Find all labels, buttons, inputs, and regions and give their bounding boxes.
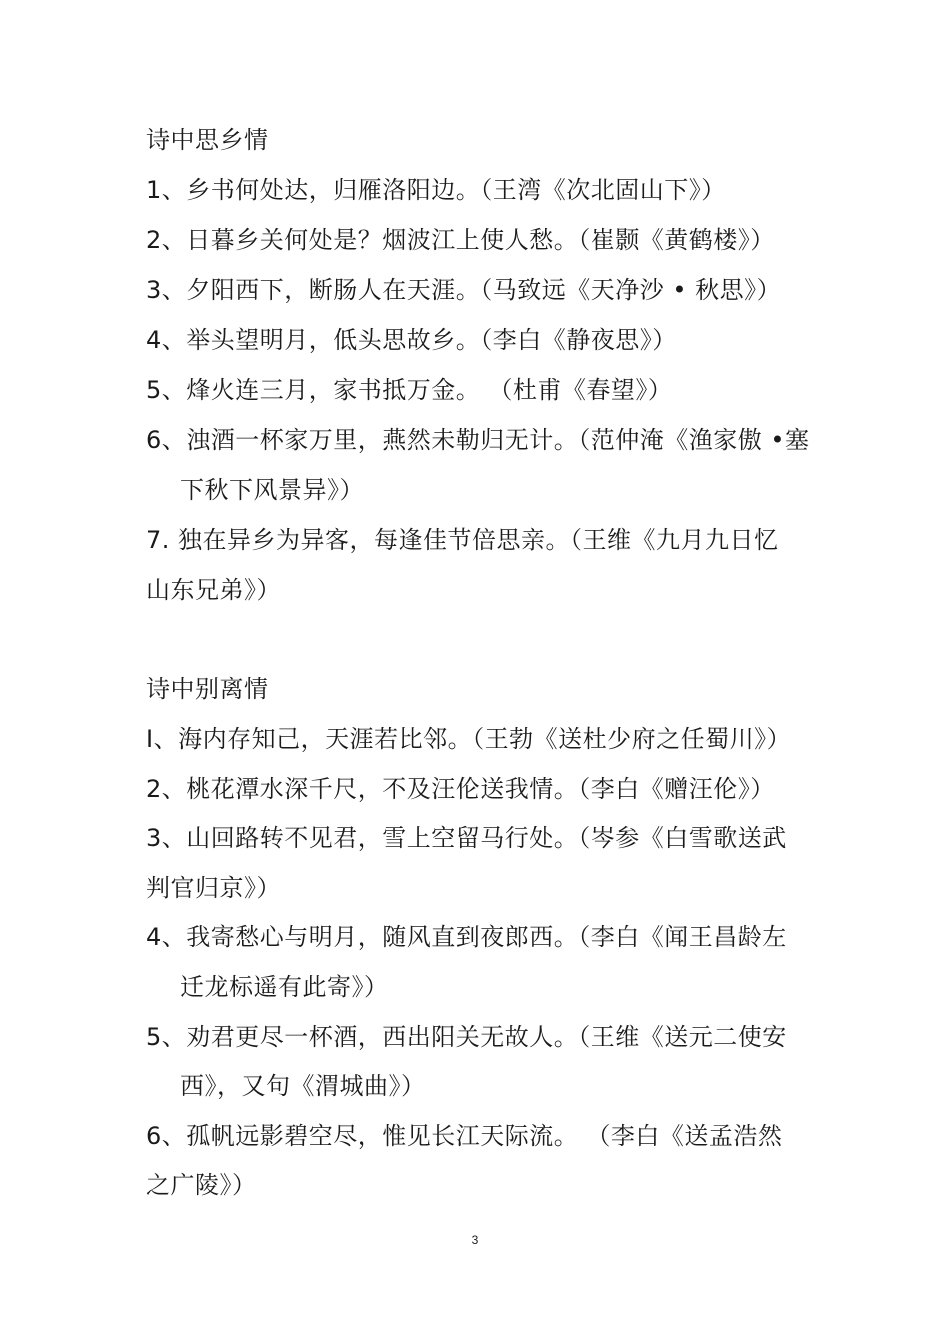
page-number: 3 xyxy=(471,1233,479,1247)
poem-line-continuation: 西》，又句《渭城曲》） xyxy=(180,1072,426,1100)
section-heading-homesickness: 诗中思乡情 xyxy=(146,126,269,154)
poem-line-continuation: 迁龙标遥有此寄》） xyxy=(180,973,389,1001)
poem-line-continuation: 山东兄弟》） xyxy=(146,576,281,604)
poem-line: 7. 独在异乡为异客，每逢佳节倍思亲。（王维《九月九日忆 xyxy=(146,526,779,554)
poem-line: 5、劝君更尽一杯酒，西出阳关无故人。（王维《送元二使安 xyxy=(146,1023,787,1051)
poem-line: 3、夕阳西下，断肠人在天涯。（马致远《天净沙 • 秋思》） xyxy=(146,276,782,304)
section-heading-farewell: 诗中别离情 xyxy=(146,675,269,703)
poem-line: 1、乡书何处达，归雁洛阳边。（王湾《次北固山下》） xyxy=(146,176,726,204)
poem-line: 4、举头望明月，低头思故乡。（李白《静夜思》） xyxy=(146,326,677,354)
poem-line: 6、孤帆远影碧空尽，惟见长江天际流。 （李白《送孟浩然 xyxy=(146,1122,783,1150)
poem-line: 2、日暮乡关何处是？烟波江上使人愁。（崔颢《黄鹤楼》） xyxy=(146,226,775,254)
poem-line: 2、桃花潭水深千尺，不及汪伦送我情。（李白《赠汪伦》） xyxy=(146,775,775,803)
poem-line: 5、烽火连三月，家书抵万金。 （杜甫《春望》） xyxy=(146,376,673,404)
poem-line: 4、我寄愁心与明月，随风直到夜郎西。（李白《闻王昌龄左 xyxy=(146,923,787,951)
poem-line-continuation: 判官归京》） xyxy=(146,874,281,902)
poem-line: 3、山回路转不见君，雪上空留马行处。（岑参《白雪歌送武 xyxy=(146,824,787,852)
poem-line-continuation: 之广陵》） xyxy=(146,1171,257,1199)
poem-line-continuation: 下秋下风景异》） xyxy=(180,476,364,504)
poem-line: 6、浊酒一杯家万里，燕然未勒归无计。（范仲淹《渔家傲 •塞 xyxy=(146,426,810,454)
poem-line: I、海内存知己，天涯若比邻。（王勃《送杜少府之任蜀川》） xyxy=(146,725,792,753)
